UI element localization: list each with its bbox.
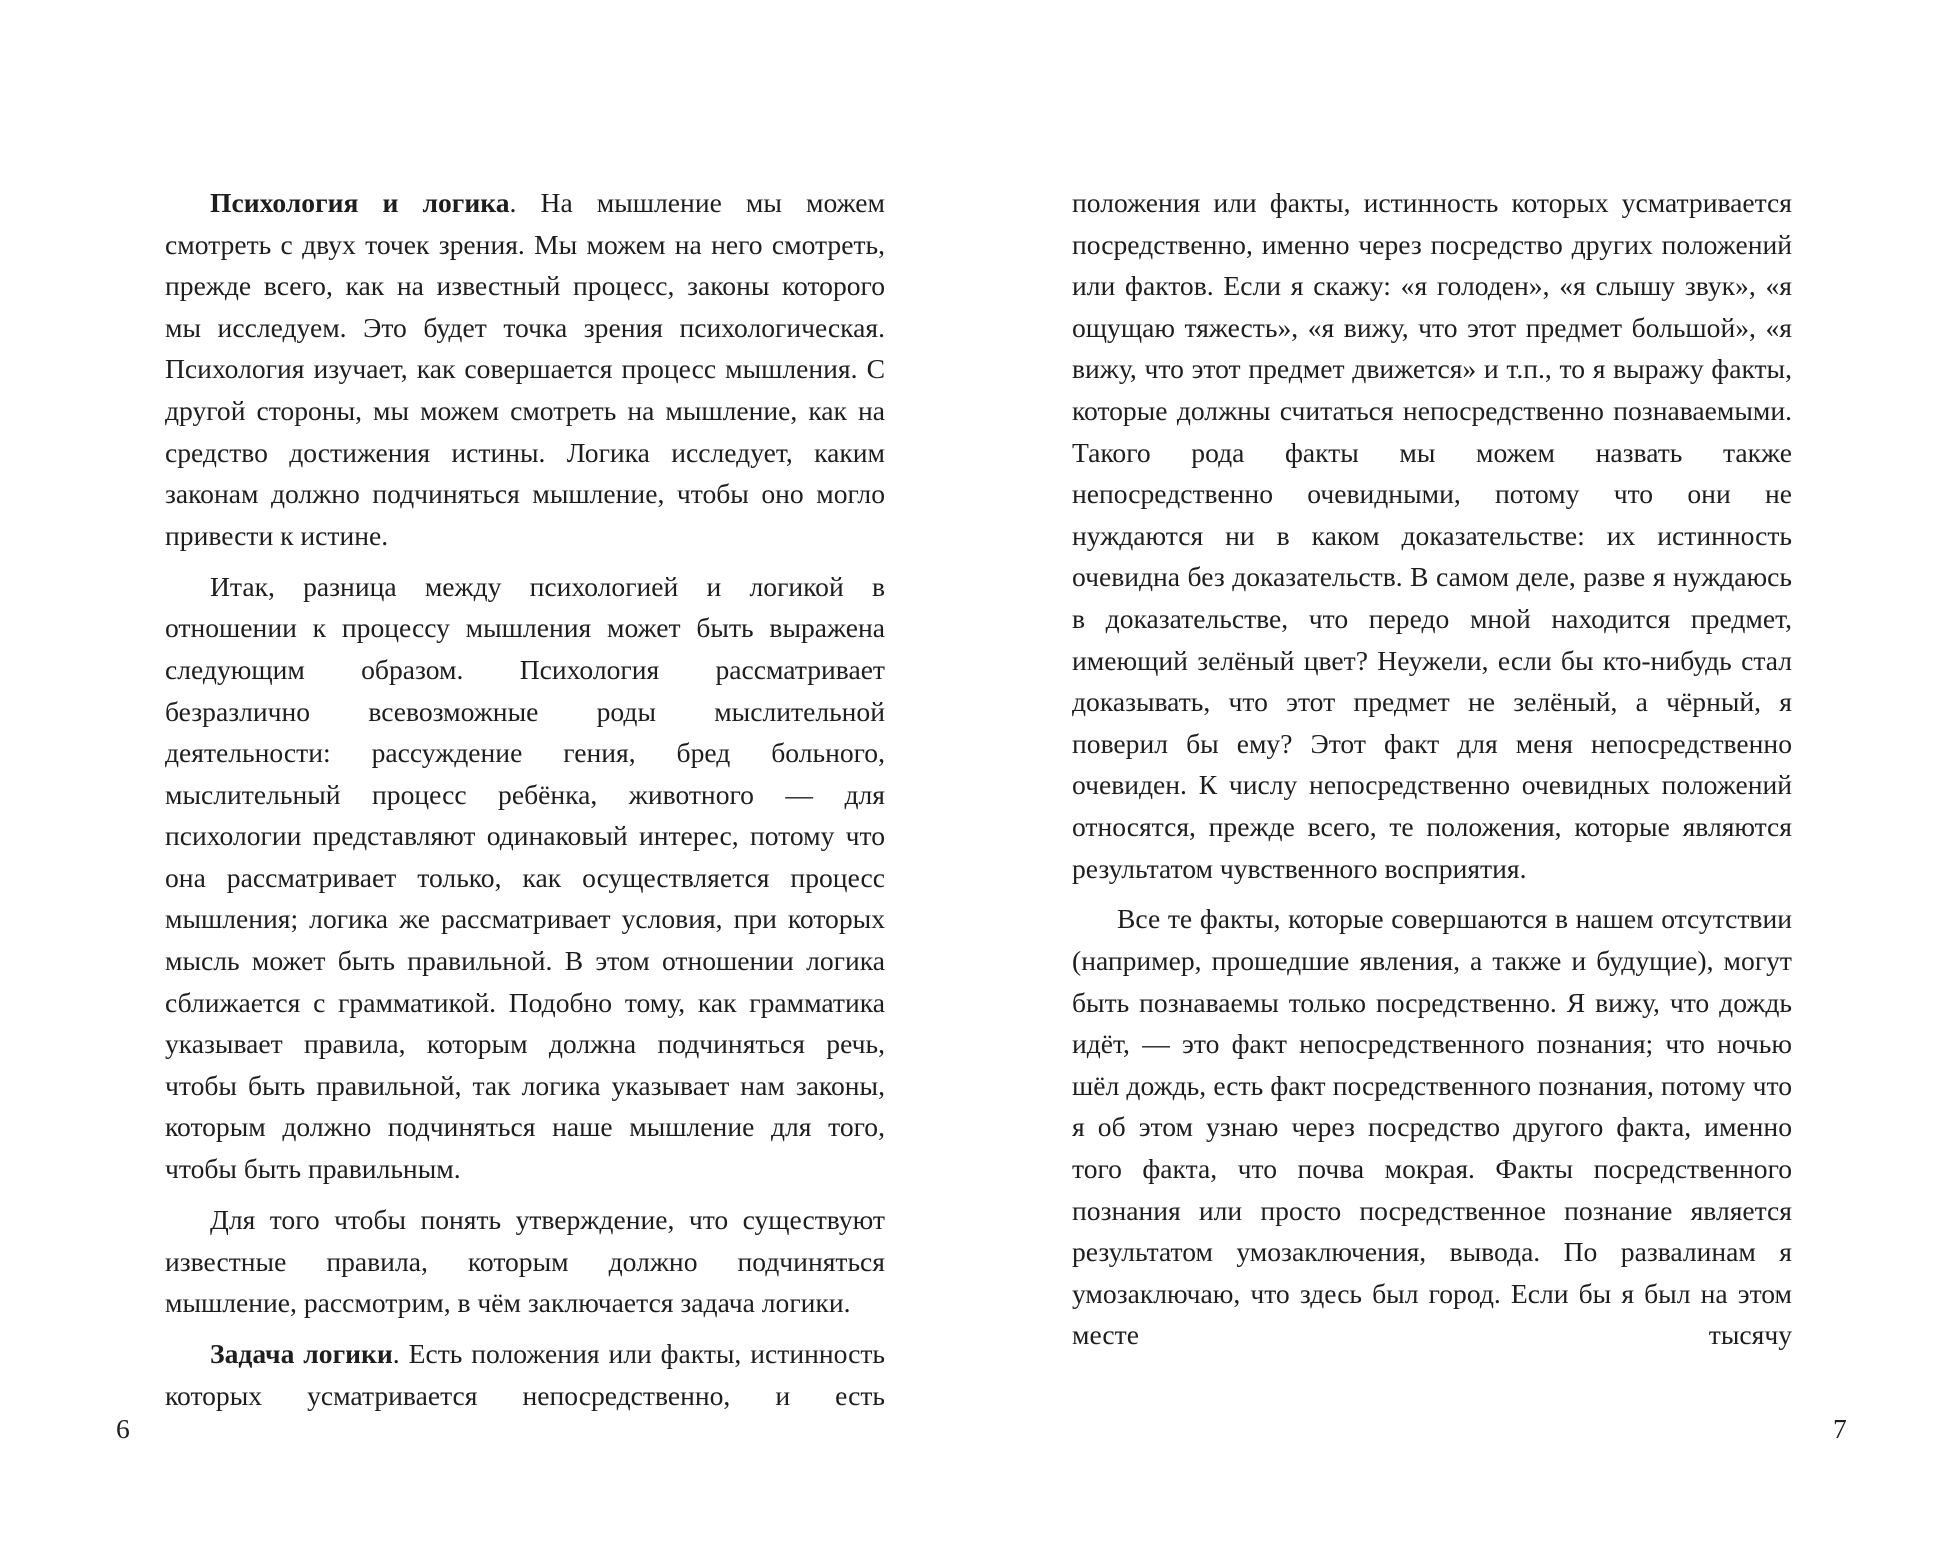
paragraph — [165, 566, 885, 1190]
paragraph-text: Для того чтобы понять утверждение, что существуют известные правила, которым должно подчиняться мышление, рассмотрим, в чём заключается задача логики. — [165, 1204, 885, 1319]
paragraph-text: . Есть положения или факты, истинность которых усматривается непосредственно, и есть — [165, 1338, 885, 1411]
section-heading: Психология и логика — [210, 187, 510, 218]
paragraph — [1072, 898, 1792, 1356]
right-page-text — [1072, 182, 1792, 1356]
section-heading: Задача логики — [210, 1338, 393, 1370]
paragraph — [165, 182, 885, 556]
paragraph-text: Все те факты, которые совершаются в нашем отсутствии (например, прошедшие явления, а также и будущие), могут быть познаваемы только посредственно. Я вижу, что дождь идёт, — это факт непосредственного познания; что ночью шёл дождь, есть факт посредственного познания, потому что я об этом узнаю через посредство другого факта, именно того факта, что почва мокрая. Факты посредственного познания или просто посредственное познание является результатом умозаключения, вывода. По развалинам я умозаключаю, что здесь был город. Если бы я был на этом месте тысячу — [1072, 903, 1792, 1351]
paragraph-text: . На мышление мы можем смотреть с двух точек зрения. Мы можем на него смотреть, прежде всего, как на известный процесс, законы которого мы исследуем. Это будет точка зрения психологическая. Психология изучает, как совершается процесс мышления. С другой стороны, мы можем смотреть на мышление, как на средство достижения истины. Логика исследует, каким законам должно подчиняться мышление, чтобы оно могло привести к истине. — [165, 187, 886, 551]
left-page-text — [165, 182, 885, 1416]
paragraph — [165, 1333, 885, 1416]
paragraph-text: положения или факты, истинность которых усматривается посредственно, именно через посредство других положений или фактов. Если я скажу: «я голоден», «я слышу звук», «я ощущаю тяжесть», «я вижу, что этот предмет большой», «я вижу, что этот предмет движется» и т.п., то я выражу факты, которые должны считаться непосредственно познаваемыми. Такого рода факты мы можем назвать также непосредственно очевидными, потому что они не нуждаются ни в каком доказательстве: их истинность очевидна без доказательств. В самом деле, разве я нуждаюсь в доказательстве, что передо мной находится предмет, имеющий зелёный цвет? Неужели, если бы кто-нибудь стал доказывать, что этот предмет не зелёный, а чёрный, я поверил бы ему? Этот факт для меня непосредственно очевиден. К числу непосредственно очевидных положений относятся, прежде всего, те положения, которые являются результатом чувственного восприятия. — [1072, 187, 1792, 884]
page-number: 6 — [116, 1413, 130, 1444]
paragraph — [1072, 182, 1792, 889]
page-number: 7 — [1833, 1413, 1847, 1444]
paragraph-text: Итак, разница между психологией и логикой в отношении к процессу мышления может быть выражена следующим образом. Психология рассматривает безразлично всевозможные роды мыслительной деятельности: рассуждение гения, бред больного, мыслительный процесс ребёнка, животного — для психологии представляют одинаковый интерес, потому что она рассматривает только, как осуществляется процесс мышления; логика же рассматривает условия, при которых мысль может быть правильной. В этом отношении логика сближается с грамматикой. Подобно тому, как грамматика указывает правила, которым должна подчиняться речь, чтобы быть правильной, так логика указывает нам законы, которым должно подчиняться наше мышление для того, чтобы быть правильным. — [165, 570, 885, 1185]
paragraph — [165, 1199, 885, 1324]
